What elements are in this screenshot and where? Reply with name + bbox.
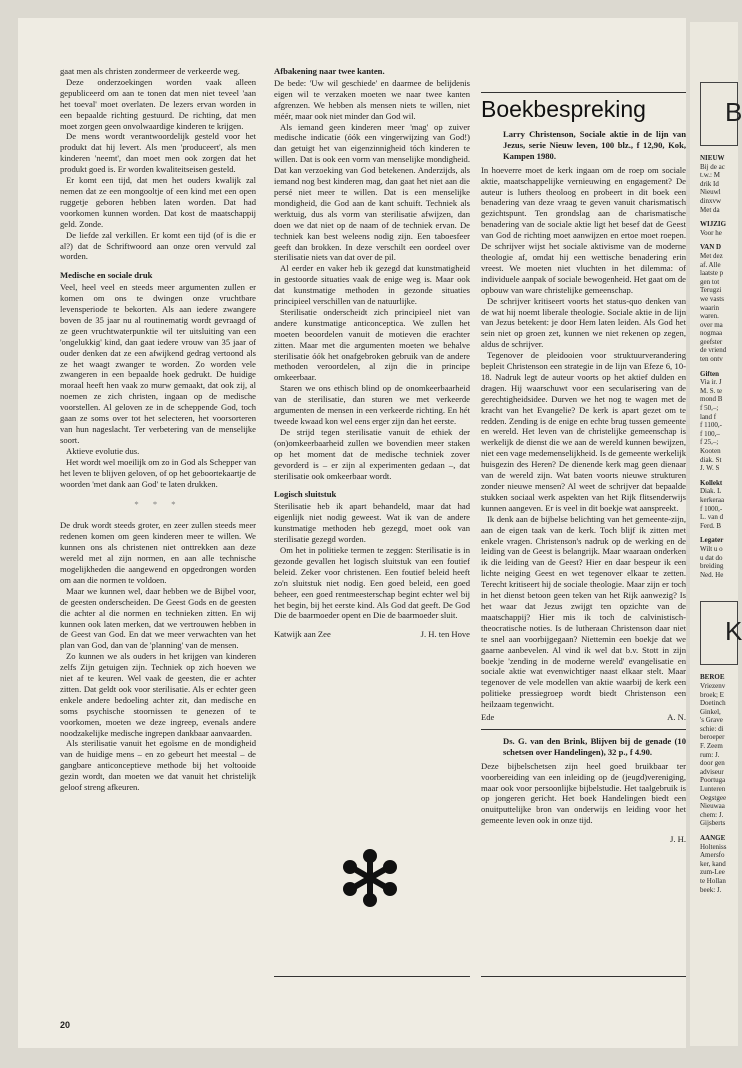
- line: Legater: [700, 536, 724, 545]
- line: adviseur: [700, 767, 724, 776]
- line: nogmaa: [700, 329, 723, 338]
- line: J. W. S: [700, 464, 720, 473]
- paragraph: Deze onderzoekingen worden vaak alleen gepubliceerd om aan te tonen dat men niet teveel 'aan het toeval' moet overlaten. De lezers ervan worden in een bepaalde richting gestuurd. De richting, dat men moet zorgen geen onvolwaardige kinderen te krijgen.: [60, 76, 256, 131]
- paragraph: De druk wordt steeds groter, en zeer zullen steeds meer redenen komen om geen kinderen meer te willen. We kunnen ons als christenen niet onttrekken aan deze wereld met al zijn normen, en aan alle technische mogelijkheden die aangewend en opgedrongen worden om aan die normen te voldoen.: [60, 520, 256, 585]
- line: Oegstgee: [700, 793, 727, 802]
- paragraph: Sterilisatie heb ik apart behandeld, maar dat had eigenlijk niet nodig geweest. Wat ik van de andere kunstmatige methoden heb gezegd, moet ook van sterilisatie gezegd worden.: [274, 501, 470, 545]
- section-heading: Afbakening naar twee kanten.: [274, 66, 385, 76]
- line: Diak. L: [700, 487, 722, 496]
- paragraph: Als sterilisatie vanuit het egoïsme en de mondigheid van de huidige mens – en zo gebeurt het meestal – de gangbare anticonceptieve methode bij het voltooide gezin wordt, dan moeten we dat vanuit het christelijk geloof streng afkeuren.: [60, 738, 256, 793]
- section-title: Boekbespreking: [481, 92, 686, 123]
- paragraph: Als iemand geen kinderen meer 'mag' op zuiver medische indicatie (óók een vingerwijzing van God!) dan getuigt het van eigenzinnigheid tóch kinderen te willen. Dat is ook een vorm van menselijke mondigheid. Dat kan verzoeking van God betekenen. Anderzijds, als iemand nog best kinderen mag, dan gaat het niet aan die persé niet meer te willen. Dat is een menselijke mondigheid, die God aan de kant schuift. Techniek als werktuig, dus als vorm van sterilisatie afwijzen, dan doen we dat niet op de naam of de techniek ervan. De techniek kan best weleens nodig zijn. Een taboesfeer geeft dan brokken. In deze verschilt een oordeel over sterilisatie niets van dat over de pil.: [274, 121, 470, 263]
- paragraph: De strijd tegen sterilisatie vanuit de ethiek der (on)omkeerbaarheid zullen we bovendien meer staken op het moment dat de medische techniek zover gevorderd is – er zijn al experimenten gedaan –, dat sterilisatie ook omkeerbaar wordt.: [274, 426, 470, 481]
- line: t.w.: M: [700, 171, 720, 180]
- line: AANGE: [700, 834, 726, 842]
- line: ten ontv: [700, 355, 723, 364]
- line: Via ir. J: [700, 378, 722, 387]
- line: f 1100,-: [700, 421, 722, 430]
- line: Voor he: [700, 228, 722, 237]
- line: Holteniss: [700, 842, 727, 851]
- line: f 100,–: [700, 429, 720, 438]
- column-end-rule: [274, 976, 470, 977]
- line: BEROE: [700, 673, 725, 682]
- line: Nieuwl: [700, 188, 721, 197]
- divider: [481, 729, 686, 730]
- section-divider-stars: * * *: [134, 499, 182, 510]
- page-number: 20: [60, 1020, 71, 1030]
- review-heading: Ds. G. van den Brink, Blijven bij de genade (10 schetsen over Handelingen), 32 p., f 4.90.: [503, 735, 686, 757]
- line: waren.: [700, 312, 719, 321]
- line: rum: J.: [700, 750, 720, 759]
- line: f 50,–;: [700, 404, 719, 413]
- paragraph: Al eerder en vaker heb ik gezegd dat kunstmatigheid in gestoorde situaties vaak de enige weg is. Maar ook dat kunstmatige methoden in gezonde situaties principieel verschillen van de natuurlijke.: [274, 263, 470, 307]
- paragraph: In hoeverre moet de kerk ingaan om de roep om sociale aktie, maatschappelijke vernieuwing en engagement? De auteur is luthers theoloog en probeert in dit boek een benadering van deze vraag te geven vanuit charismatisch gezichtspunt. Ten grondslag aan de charismatische benadering van de sociale aktie ligt het besef dat de Geest van God de richting moet aanwijzen en ertoe moet roepen. De schrijver wijst het sociale aktivisme van de moderne theologie af, omdat hij een wettische benadering erin vreest. We moeten niet vluchten in het dilemma: of individuele aanpak of sociale bewogenheid. Het gaat om de opbouw van ware christelijke gemeenschap.: [481, 164, 686, 295]
- paragraph: Sterilisatie onderscheidt zich principieel niet van andere kunstmatige anticonceptica. We zullen het moeten beoordelen vanuit de motieven die erachter zitten. Maar met die argumenten moeten we behalve sterilisatie óók het onafgebroken gebruik van de andere methoden veroordelen, al zijn die in principe omkeerbaar.: [274, 306, 470, 383]
- column-1: [60, 66, 256, 793]
- line: te Hollan: [700, 876, 726, 885]
- line: Terugzi: [700, 286, 722, 295]
- line: zum-Lee: [700, 868, 725, 877]
- header-box: [700, 601, 742, 665]
- column-end-rule: [481, 976, 686, 977]
- line: Lunteren: [700, 785, 726, 794]
- line: Bij de ac: [700, 162, 725, 171]
- line: de vriend: [700, 346, 727, 355]
- line: gen tot: [700, 277, 720, 286]
- adjacent-page: [690, 22, 742, 1046]
- line: kerkeraa: [700, 495, 725, 504]
- line: u dat do: [700, 553, 723, 562]
- header-box: [700, 82, 742, 146]
- line: laatste p: [700, 269, 724, 278]
- asterisk-ornament-icon: [338, 846, 402, 910]
- line: F. Zeem: [700, 742, 723, 751]
- line: VAN D: [700, 243, 722, 252]
- signature: [481, 834, 686, 845]
- line: ker, kand: [700, 859, 726, 868]
- line: broek; E: [700, 690, 724, 699]
- paragraph: De bede: 'Uw wil geschiede' en daarmee de belijdenis eigen wil te verzaken moeten we naar twee kanten afgrenzen. We hebben als mensen niets te willen, niet méér, maar ook niet minder dan God wil.: [274, 77, 470, 121]
- line: L. van d: [700, 513, 724, 522]
- line: Giften: [700, 369, 720, 378]
- line: drik Id: [700, 179, 719, 188]
- line: Wilt u o: [700, 544, 723, 553]
- signature-author: J. H. ten Hove: [420, 629, 470, 640]
- line: we vasts: [700, 294, 724, 303]
- line: diak. St: [700, 455, 722, 464]
- line: door gen: [700, 759, 725, 768]
- line: Nieuwaa: [700, 802, 725, 811]
- paragraph: De schrijver kritiseert voorts het status-quo denken van de wat hij noemt liberale theologie. Sociale aktie in de lijn van Jezus betekent: je door Hem laten leiden. Als God het sein niet op groen zet, kunnen we niet rekenen op zegen, aldus de schrijver.: [481, 295, 686, 350]
- line: Met dez: [700, 251, 723, 260]
- line: Ginkel,: [700, 707, 721, 716]
- column-3: [481, 88, 686, 845]
- line: beek: J.: [700, 885, 722, 894]
- line: NIEUW: [700, 154, 725, 162]
- line: M. S. te: [700, 386, 723, 395]
- paragraph: Aktieve evolutie dus.: [66, 445, 140, 456]
- line: f 25,–;: [700, 438, 719, 447]
- section-heading: Medische en sociale druk: [60, 270, 153, 281]
- line: dinxvw: [700, 196, 721, 205]
- line: Kooten: [700, 447, 721, 455]
- paragraph: Ik denk aan de bijbelse belichting van het gemeente-zijn, aan de eigen taak van de kerk. Toch blijf ik zitten met enkele vragen. Christenson's nadruk op de werking en de leiding van de Geest is belangrijk. Maar waaraan onderken ik die leiding van de Geest? Hier en daar bespeur ik een lichte neiging Geest en wet tegenover elkaar te zetten. Terecht kritiseert hij de sociale theologie. Maar zijn er toch in het dienst betoon geen teken van het Rijk aanwezig? Is het waar dat Jezus zwijgt ten opzichte van de maatschappij? Hier mis ik toch de calvinistisch-theocratische noties. Is de lutheraan Christenson daar niet te snel aan voorbijgegaan? Niettemin een boekje dat we gaarne aanbevelen. Al vind ik wel dat b.v. Stott in zijn boekje 'zending in de moderne wereld' evangelisatie en sociale aktie wat evenwichtiger naast elkaar stelt. Maar tegenover de vele modellen van aktie waarbij de kerk een politieke pressiegroep wordt biedt Christenson een heilzaam tegenwicht.: [481, 513, 686, 710]
- line: land f: [700, 412, 717, 421]
- line: geefster: [700, 337, 723, 346]
- paragraph: Tegenover de pleidooien voor struktuurverandering bepleit Christenson een strategie in de lijn van Efeze 6, 10-18. Nadruk legt de auteur voorts op het aktief dulden en dragen. Hij waarschuwt voor een secularisering van de gerechtigheidsidee. Durven we het nog te wagen met de kracht van het Evangelie? De kerk is apart gezet om te redden. Zending is de enige en echte brug tussen gemeente en wereld. Het leven van de christelijke gemeenschap is werkelijk de dienst die we aan de wereld kunnen bewijzen, niet een vage medemenselijkheid. Is de gemeente werkelijk huisgezin des Heren? De dienende kerk mag geen dienaar van de wereld zijn. Wat baten voorts nieuwe strukturen zonder nieuwe mensen? Al weet de schrijver dat bepaalde stukken sociaal werk aspekten van het Rijk flitsenderwijs kunnen aangeven. Er is veel in dit boekje wat aanspreekt.: [481, 350, 686, 513]
- line: Doetinch: [700, 699, 726, 708]
- column-2: [274, 66, 470, 640]
- magazine-page: [18, 18, 686, 1048]
- paragraph: De mens wordt verantwoordelijk gesteld voor het produkt dat hij levert. Als men 'produceert', als men kinderen 'neemt', dan moet men ook zorgen dat het produkt goed is. Er worden kwaliteitseisen gesteld.: [60, 131, 256, 175]
- paragraph: Maar we kunnen wel, daar hebben we de Bijbel voor, de geesten onderscheiden. De Geest Gods en de geesten die achter al die normen en technieken zitten. En wij kunnen ook laten merken, dat we vertrouwen hebben in de Geest van God. En dat we meer verwachten van het plan van God, dan van de 'planning' van de mensen.: [60, 585, 256, 651]
- line: Kollekt: [700, 478, 723, 487]
- line: mond B: [700, 395, 723, 404]
- signature: [481, 712, 686, 723]
- paragraph: Veel, heel veel en steeds meer argumenten zullen er komen om ons te dwingen onze vruchtbare levensperiode te bekorten. Als aan iedere zwangere boven de 35 jaar nu al routinematig wordt gevraagd of ze geen vruchtwaterpunktie wil ter uitsluiting van een 'ongelukkig' kind, dan gaat iedere vrouw van 35 jaar of ouder denken dat ze een afwijkend gedrag vertoond als ze het waagt zwanger te worden. Zo worden vele zwangeren in een bepaalde hoek gedrukt. De huidige moraal heeft hen vaak zo murw gemaakt, dat ook zij, al noemen ze zich christen, ingaan op de medische voorstellen. Al geloven ze in de scheppende God, toch gaan ze soms over tot het selecteren, het voorsorteren van hun nageslacht. Ter verbetering van de menselijke soort.: [60, 282, 256, 445]
- signature-place: Ede: [481, 712, 495, 723]
- paragraph: Staren we ons ethisch blind op de onomkeerbaarheid van de sterilisatie, dan sturen we met verkeerde argumenten de mensen in een verkeerde richting. En hét tweede kwaad kon wel eens erger zijn dan het eerste.: [274, 383, 470, 426]
- line: Ferd. B: [700, 521, 721, 530]
- review-heading: Larry Christenson, Sociale aktie in de lijn van Jezus, serie Nieuw leven, 100 blz., f 12,90, Kok, Kampen 1980.: [503, 129, 686, 161]
- header-box-letter: K: [725, 616, 742, 647]
- section-heading: Logisch sluitstuk: [274, 489, 337, 500]
- paragraph: Het wordt wel moeilijk om zo in God als Schepper van het leven te blijven geloven, of op het geboortekaartje de woorden 'met dank aan God' te laten drukken.: [60, 456, 256, 489]
- paragraph: gaat men als christen zondermeer de verkeerde weg.: [60, 66, 240, 76]
- line: Amersfo: [700, 851, 725, 860]
- paragraph: Om het in politieke termen te zeggen: Sterilisatie is in gezonde gevallen het logisch sluitstuk van een foutief beleid. Zeker voor christenen. Een foutief beleid heeft zo'n sluitstuk niet nodig. Een goed beleid, een goed beheer, een goed rentmeesterschap begint echter wel bij het begin, bij het eerste kind. Als God dat geeft. De God Die de baarmoeder opent en Die de baarmoeder sluit.: [274, 544, 470, 621]
- line: Vriezenv: [700, 681, 726, 690]
- line: Ned. He: [700, 570, 724, 579]
- paragraph: Deze bijbelschetsen zijn heel goed bruikbaar ter voorbereiding van een inleiding op de (jeugd)vereniging, maar ook voor persoonlijke bijbelstudie. Het taalgebruik is op jongeren gericht. Het boek Handelingen biedt een onuitputtelijke bron van onderwijs en leiding voor het gemeente leven ook in onze tijd.: [481, 760, 686, 826]
- line: WIJZIG: [700, 220, 727, 229]
- line: over ma: [700, 320, 723, 329]
- line: Poortuga: [700, 776, 726, 785]
- paragraph: Er komt een tijd, dat men het ouders kwalijk zal nemen dat ze een mongooltje of een kind met een open ruggetje geboren hebben laten worden. Dat had voorkomen kunnen worden. Dat kost de maatschappij geld. Zonde.: [60, 175, 256, 229]
- line: Gijsberts: [700, 819, 726, 828]
- line: schie: di: [700, 724, 724, 733]
- line: breiding: [700, 562, 724, 571]
- line: af. Alle: [700, 260, 721, 269]
- line: 's Grave: [700, 716, 723, 725]
- line: beroeper: [700, 733, 725, 742]
- signature-place: Katwijk aan Zee: [274, 629, 331, 640]
- line: waarin: [700, 303, 720, 312]
- signature-initials: A. N.: [667, 712, 686, 723]
- signature-initials: J. H.: [670, 834, 686, 845]
- paragraph: De liefde zal verkillen. Er komt een tijd (of is die er al?) dat de Schriftwoord aan onze oren vervuld zal worden.: [60, 229, 256, 262]
- signature: [274, 629, 470, 640]
- line: Met da: [700, 205, 720, 214]
- line: f 1000,-: [700, 504, 723, 513]
- header-box-letter: B: [725, 97, 742, 127]
- paragraph: Zo kunnen we als ouders in het krijgen van kinderen zelfs Zijn getuigen zijn. Techniek op zich hoeven we niet af te keuren. Wel vaak de geesten, die er achter zitten. Dat geldt ook voor sterilisatie. Als er echter geen enkele andere bedoeling achter zit, dan medische en soms psychische stoornissen te genezen of te voorkomen, moeten we deze ingreep, evenals andere noodzakelijke medische ingrepen dankbaar aanvaarden.: [60, 651, 256, 738]
- line: chem: J.: [700, 810, 724, 819]
